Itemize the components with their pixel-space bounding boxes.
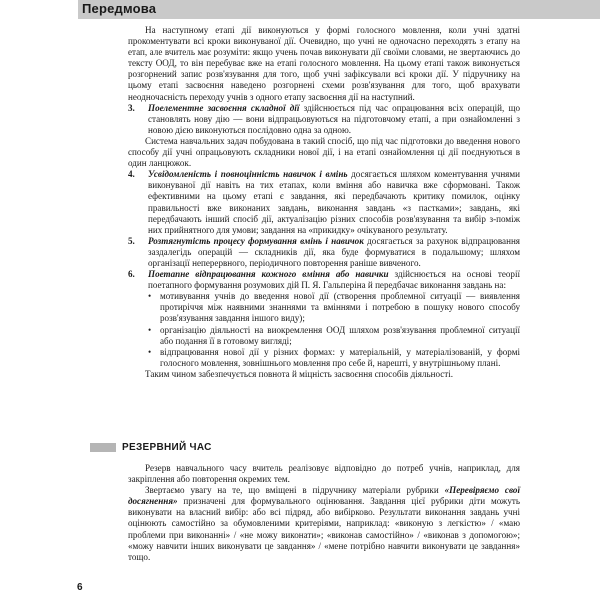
bullet-text: організацію діяльності на виокремлення ООД шляхом розв'язування проблемної ситуації або подання її в готовому вигляді;: [160, 324, 520, 346]
item-text: досягається шляхом коментування учнями виконуваної дії навіть на тих етапах, коли вміння або навичка вже сформовані. Також ефективними на цьому етапі є завдання, які передбачають критику помилок, оцінку правильності вже виконаних завдань, виконання завдань «з пастками»; завдань, які передбачають інший спосіб дії, актуалізацію різних способів розв'язування та вибір з-поміж них прийнятного для умови; завдання на «прикидку» очікуваного результату.: [148, 169, 520, 235]
rubric-name: «Перевіряємо свої досягнення»: [128, 485, 520, 507]
section-paragraph-1: Резерв навчального часу вчитель реалізовує відповідно до потреб учнів, наприклад, для закріплення або повторення окремих тем.: [128, 463, 520, 485]
bullet-icon: •: [148, 291, 152, 302]
item-text: здійснюється під час опрацювання всіх операцій, що становлять нову дію — вони відпрацьовуються на підготовчому етапі, а при ознайомленні з новою дією виконуються послідовно одна за одною.: [148, 102, 521, 135]
bullet-icon: •: [148, 346, 152, 357]
item-lead: Поетапне відпрацювання кожного вміння або навички: [148, 269, 389, 280]
item-lead: Усвідомленість і повноцінність навичок і вмінь: [148, 169, 348, 180]
item-lead: Розтягнутість процесу формування вмінь і навичок: [148, 235, 364, 246]
section-paragraph-2: Звертаємо увагу на те, що вміщені в підручнику матеріали рубрики «Перевіряємо свої досягнення» призначені для формувального оцінювання. Завдання цієї рубрики діти можуть виконувати на власний вибір: або всі підряд, або вибірково. Результати виконання завдань учні оцінюють самостійно за обумовленими критеріями, наприклад: «виконую з легкістю» / «маю проблеми при виконанні» / «не можу виконати»; «виконав самостійно» / «виконав з допомогою»; «можу навчити інших виконувати це завдання» / «мене потрібно навчити виконувати це завдання» тощо.: [128, 485, 520, 562]
bullet-item: [148, 291, 520, 324]
item6-closing: Таким чином забезпечується повнота й міцність засвоєння способів діяльності.: [145, 368, 454, 379]
item-number: 4.: [128, 169, 135, 180]
item-lead: Поелементне засвоєння складної дії: [148, 102, 300, 113]
section-heading: [90, 442, 212, 453]
item-text: досягається за рахунок відпрацювання заздалегідь операцій — складників дії, яка буде формуватися в подальшому; шляхом організації неперервного, періодичного повторення раніше вивченого.: [148, 235, 520, 268]
item-number: 3.: [128, 102, 135, 113]
section-marker-bar: [90, 443, 116, 452]
list-item-5: [128, 236, 520, 269]
bullet-text: мотивування учнів до введення нової дії (створення проблемної ситуації — виявлення протиріччя між наявними знаннями та вміннями і потребою в пошуку нового способу розв'язування завдання іншого виду);: [160, 291, 520, 324]
bullet-item: [148, 325, 520, 347]
main-content: [128, 25, 520, 380]
item-number: 5.: [128, 235, 135, 246]
bullet-item: [148, 347, 520, 369]
page-header-title: Передмова: [82, 1, 157, 16]
section-content: [128, 463, 520, 563]
page-number: 6: [77, 582, 83, 593]
list-item-6: [128, 269, 520, 369]
item-text: здійснюється на основі теорії поетапного формування розумових дій П. Я. Гальперіна й передбачає виконання завдань на:: [148, 269, 520, 291]
list-item-4: [128, 169, 520, 236]
list-item-3: [128, 103, 520, 136]
section-title: РЕЗЕРВНИЙ ЧАС: [122, 442, 212, 453]
item3-paragraph-2: Система навчальних задач побудована в такий спосіб, що під час підготовки до введення нового способу дії учні опрацьовують складники нової дії, і на етапі ознайомлення ці дії поєднуються в один ланцюжок.: [128, 135, 520, 169]
header-bar: [78, 0, 600, 19]
bullet-text: відпрацювання нової дії у різних формах: у матеріальній, у матеріалізованій, у формі голосного мовлення, зовнішнього мовлення про себе й, нарешті, у внутрішньому плані.: [160, 346, 520, 368]
bullet-icon: •: [148, 324, 152, 335]
item-number: 6.: [128, 269, 135, 280]
intro-paragraph: На наступному етапі дії виконуються у формі голосного мовлення, коли учні здатні прокоментувати всі кроки виконуваної дії. Очевидно, що учні не одночасно переходять з етапу на етап, але вчитель має розуміти: якщо учень почав виконувати дії своїми словами, не звертаючись до тексту ООД, то він перебуває вже на етапі голосного мовлення. На цьому етапі також виконується розгорнений запис розв'язування для того, щоб учні зафіксували всі кроки дії. У підручнику на цьому етапі засвоєння наведено розгорнені схеми розв'язування для того, щоб врахувати неодночасність переходу учнів з одного етапу засвоєння дії на наступний.: [128, 25, 520, 102]
